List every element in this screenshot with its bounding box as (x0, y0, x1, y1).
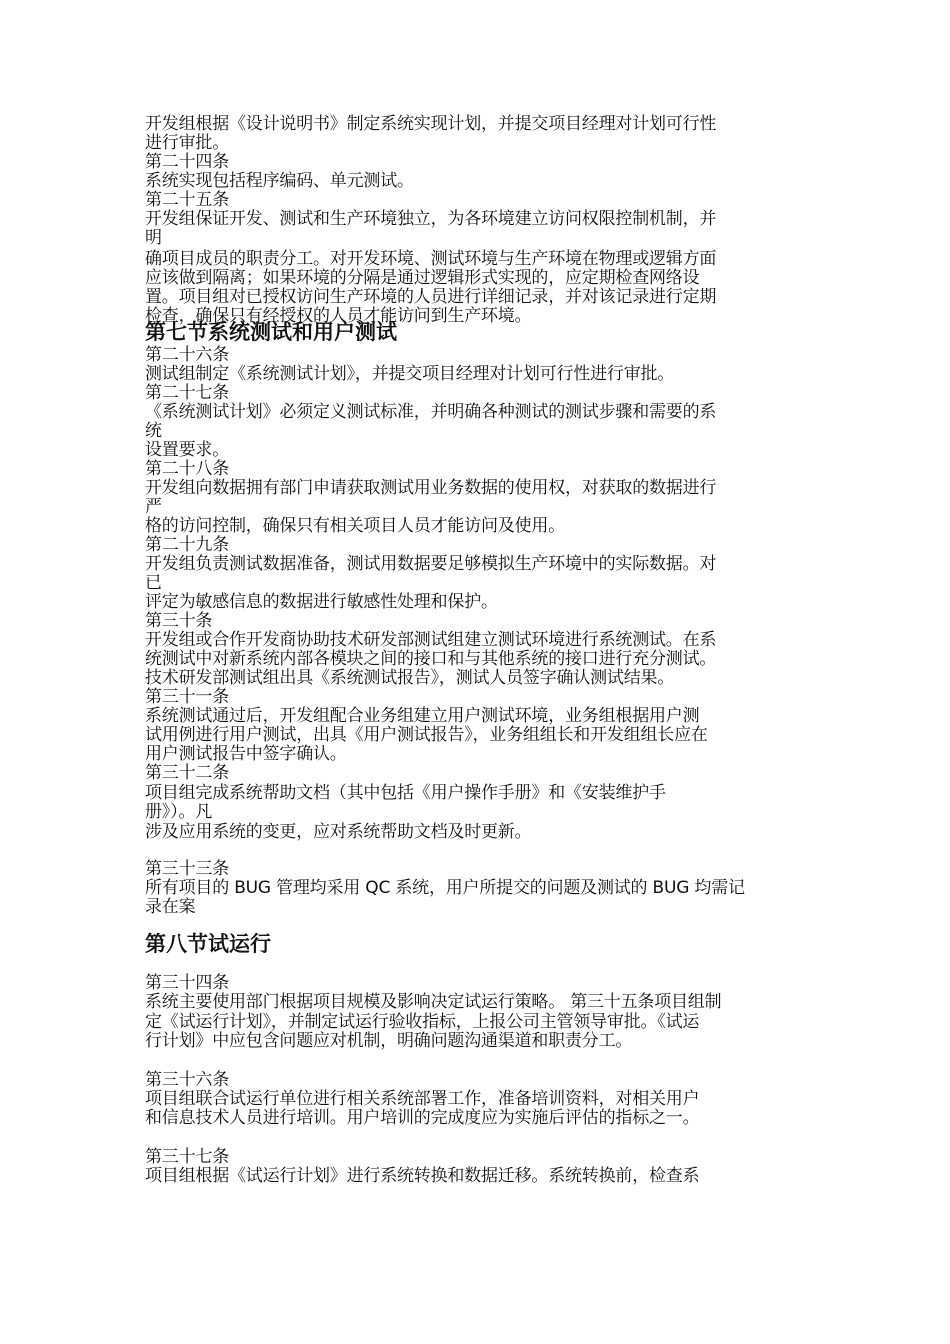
text-line: 格的访问控制，确保只有相关项目人员才能访问及使用。 (145, 516, 565, 536)
text-line: 系统实现包括程序编码、单元测试。 (145, 171, 414, 191)
text-line: 设置要求。 (145, 440, 229, 460)
article-number: 第三十条 (145, 611, 213, 631)
text-line: 进行审批。 (145, 133, 229, 153)
article-number: 第三十二条 (145, 763, 229, 783)
text-line: 项目组完成系统帮助文档（其中包括《用户操作手册》和《安装维护手 (145, 783, 666, 803)
section-heading-8: 第八节试运行 (145, 932, 271, 956)
text-line: 技术研发部测试组出具《系统测试报告》，测试人员签字确认测试结果。 (145, 668, 675, 688)
text-line: 统测试中对新系统内部各模块之间的接口和与其他系统的接口进行充分测试。 (145, 649, 717, 669)
article-number: 第二十四条 (145, 152, 229, 172)
text-line: 涉及应用系统的变更，应对系统帮助文档及时更新。 (145, 822, 532, 842)
text-line: 测试组制定《系统测试计划》，并提交项目经理对计划可行性进行审批。 (145, 364, 675, 384)
text-line: 明 (145, 228, 162, 248)
article-number: 第二十九条 (145, 535, 229, 555)
article-number: 第三十六条 (145, 1070, 229, 1090)
article-number: 第三十一条 (145, 687, 229, 707)
article-number: 第二十八条 (145, 459, 229, 479)
text-line: 行计划》中应包含问题应对机制，明确问题沟通渠道和职责分工。 (145, 1031, 633, 1051)
text-line: 系统测试通过后，开发组配合业务组建立用户测试环境，业务组根据用户测 (145, 706, 700, 726)
text-line: 和信息技术人员进行培训。用户培训的完成度应为实施后评估的指标之一。 (145, 1108, 700, 1128)
text-line: 开发组根据《设计说明书》制定系统实现计划，并提交项目经理对计划可行性 (145, 114, 717, 134)
text-line: 册》）。凡 (145, 802, 212, 822)
text-line: 定《试运行计划》，并制定试运行验收指标，上报公司主管领导审批。《试运 (145, 1012, 700, 1032)
article-number: 第三十七条 (145, 1147, 229, 1167)
text-line: 统 (145, 421, 162, 441)
text-line: 评定为敏感信息的数据进行敏感性处理和保护。 (145, 592, 498, 612)
article-number: 第二十五条 (145, 190, 229, 210)
text-line: 试用例进行用户测试，出具《用户测试报告》，业务组组长和开发组组长应在 (145, 725, 708, 745)
text-line: 项目组联合试运行单位进行相关系统部署工作，准备培训资料，对相关用户 (145, 1089, 700, 1109)
section-heading-7: 第七节系统测试和用户测试 (145, 320, 397, 344)
text-line: 开发组向数据拥有部门申请获取测试用业务数据的使用权，对获取的数据进行 (145, 478, 717, 498)
text-line: 检查，确保只有经授权的人员才能访问到生产环境。 (145, 306, 532, 326)
text-line: 用户测试报告中签字确认。 (145, 744, 347, 764)
text-line: 确项目成员的职责分工。对开发环境、测试环境与生产环境在物理或逻辑方面 (145, 249, 717, 269)
text-line: 开发组保证开发、测试和生产环境独立，为各环境建立访问权限控制机制，并 (145, 209, 717, 229)
text-line: 系统主要使用部门根据项目规模及影响决定试运行策略。 第三十五条项目组制 (145, 992, 722, 1012)
text-line: 开发组或合作开发商协助技术研发部测试组建立测试环境进行系统测试。在系 (145, 630, 717, 650)
article-number: 第三十三条 (145, 859, 229, 879)
text-line: 录在案 (145, 897, 196, 917)
text-line: 《系统测试计划》必须定义测试标准，并明确各种测试的测试步骤和需要的系 (145, 402, 717, 422)
article-number: 第三十四条 (145, 973, 229, 993)
text-line: 应该做到隔离；如果环境的分隔是通过逻辑形式实现的，应定期检查网络设 (145, 268, 700, 288)
text-line: 所有项目的 BUG 管理均采用 QC 系统，用户所提交的问题及测试的 BUG 均需记 (145, 878, 745, 898)
text-line: 已 (145, 573, 162, 593)
article-number: 第二十七条 (145, 383, 229, 403)
text-line: 严 (145, 497, 162, 517)
text-line: 置。项目组对已授权访问生产环境的人员进行详细记录，并对该记录进行定期 (145, 287, 717, 307)
article-number: 第二十六条 (145, 345, 229, 365)
text-line: 开发组负责测试数据准备，测试用数据要足够模拟生产环境中的实际数据。对 (145, 554, 717, 574)
text-line: 项目组根据《试运行计划》进行系统转换和数据迁移。系统转换前，检查系 (145, 1166, 700, 1186)
